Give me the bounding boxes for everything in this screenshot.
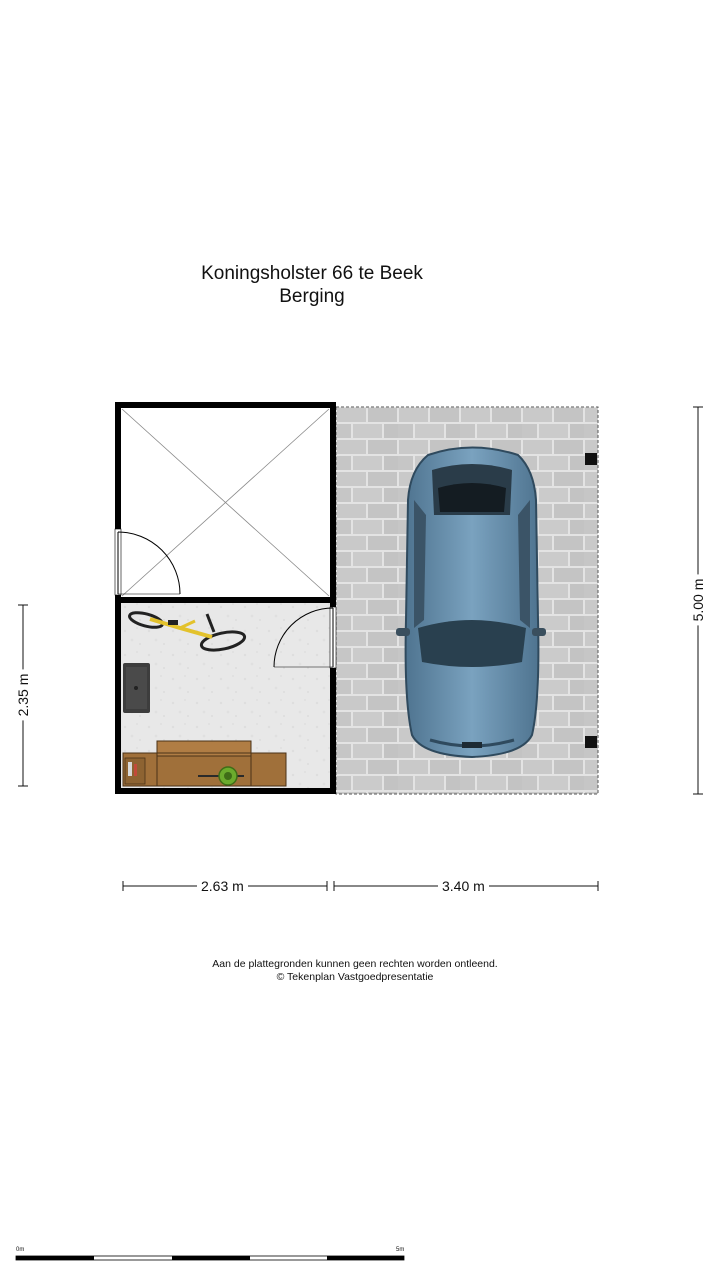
wall <box>330 668 336 794</box>
dimension-label-right: 5.00 m <box>690 575 706 626</box>
copyright-text: © Tekenplan Vastgoedpresentatie <box>276 971 434 983</box>
car-icon <box>396 448 546 758</box>
wall <box>115 595 121 794</box>
dimension-label-bottom-left: 2.63 m <box>197 878 248 894</box>
carport-post <box>585 453 597 465</box>
scale-start-label: 0m <box>16 1247 25 1253</box>
disclaimer-text: Aan de plattegronden kunnen geen rechten worden ontleend. <box>212 958 498 970</box>
wall <box>115 402 336 408</box>
wall <box>115 402 121 529</box>
scale-bar <box>16 1256 404 1260</box>
page-title: Koningsholster 66 te Beek <box>201 263 423 284</box>
upper-room <box>120 407 331 598</box>
dimension-label-left: 2.35 m <box>15 670 31 721</box>
wall-rack-icon <box>123 663 150 713</box>
wall <box>330 402 336 607</box>
footer-note <box>150 958 560 984</box>
wall <box>115 597 336 603</box>
scale-end-label: 5m <box>396 1247 405 1253</box>
carport-post <box>585 736 597 748</box>
page-subtitle: Berging <box>279 286 345 307</box>
dimension-label-bottom-right: 3.40 m <box>438 878 489 894</box>
wall <box>115 788 336 794</box>
